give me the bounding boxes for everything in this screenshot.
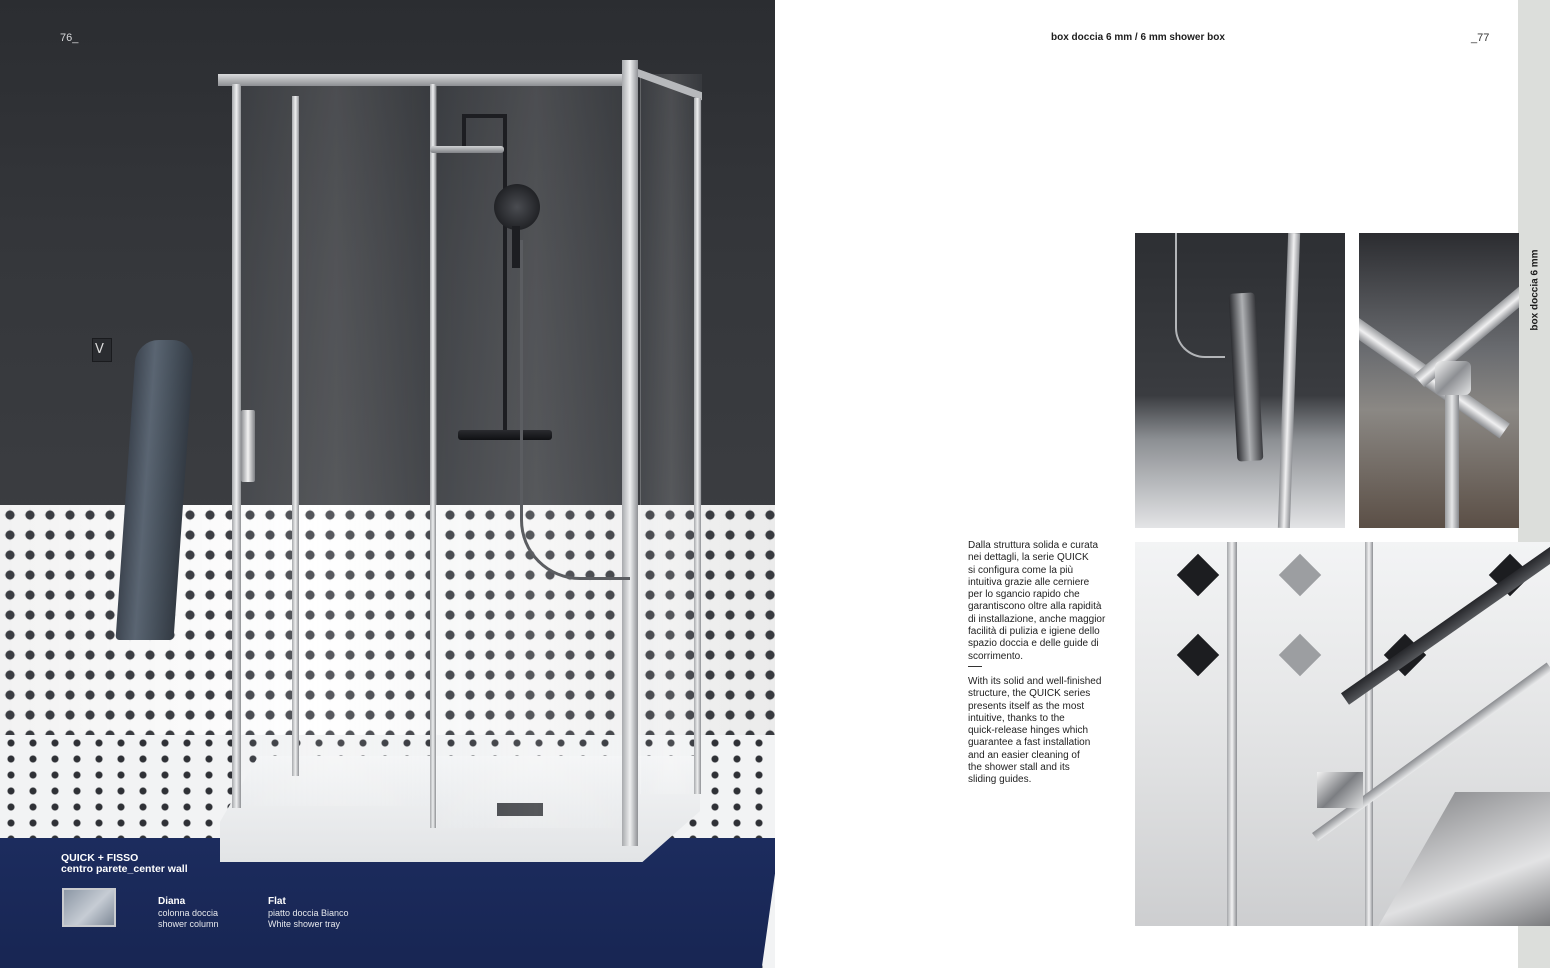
text-line: With its solid and well-finished [968, 676, 1102, 687]
guide-clip [1317, 772, 1363, 808]
frame-post-left [232, 84, 241, 808]
text-line: intuitiva grazie alle cerniere [968, 576, 1090, 588]
wall-tile [1279, 634, 1321, 676]
text-line: spazio doccia e delle guide di [968, 638, 1099, 650]
corner-post [1445, 383, 1459, 528]
detail-photo-hinge [1135, 233, 1345, 528]
text-separator [968, 666, 982, 667]
text-line: di installazione, anche maggior [968, 613, 1106, 625]
frame-post-middle [430, 84, 436, 828]
glass-edge-2 [1365, 542, 1373, 926]
shower-cable [1175, 233, 1225, 358]
door-handle [241, 410, 255, 482]
text-line: Dalla struttura solida e curata [968, 540, 1099, 551]
text-line: structure, the QUICK series [968, 688, 1091, 700]
text-line: facilità di pulizia e igiene dello [968, 626, 1100, 638]
wall-tile [1279, 554, 1321, 596]
hand-shower-handle [512, 226, 520, 268]
shower-hose [520, 240, 630, 580]
page-number-left: 76_ [60, 32, 79, 44]
hand-shower-head [494, 184, 540, 230]
glass-edge [1227, 542, 1237, 926]
frame-top-rail [218, 74, 638, 86]
column-arm [462, 114, 506, 118]
side-tab-label: box doccia 6 mm [1529, 249, 1541, 331]
detail-photo-sliding-guide [1135, 542, 1550, 926]
floor-tiles [1375, 792, 1550, 926]
text-line: guarantee a fast installation [968, 737, 1091, 749]
description-italian [968, 540, 1128, 663]
frame-post-inner [292, 96, 299, 776]
frame-rod [1278, 233, 1300, 528]
wall-tile [1177, 554, 1219, 596]
product-name-diana: Diana [158, 896, 186, 907]
caption-subtitle: centro parete_center wall [61, 863, 188, 875]
product-desc-diana-it: colonna doccia [158, 908, 219, 918]
description-english [968, 676, 1128, 787]
text-line: intuitive, thanks to the [968, 712, 1065, 724]
text-line: sliding guides. [968, 774, 1032, 786]
quick-release-hinge [1229, 292, 1264, 461]
corner-joint [1435, 361, 1471, 395]
caption-title: QUICK + FISSO [61, 852, 139, 864]
glass-panel-side [640, 74, 702, 794]
wall-tile [1177, 634, 1219, 676]
product-desc-flat-en: White shower tray [268, 919, 341, 929]
text-line: quick-release hinges which [968, 725, 1089, 737]
detail-photo-corner [1359, 233, 1519, 528]
column-pipe [503, 114, 507, 434]
glass-panel-left [236, 86, 436, 806]
text-line: garantiscono oltre alla rapidità [968, 601, 1102, 613]
product-name-flat: Flat [268, 896, 286, 907]
header-title: box doccia 6 mm / 6 mm shower box [1051, 32, 1225, 43]
text-line: the shower stall and its [968, 762, 1070, 774]
text-line: si configura come la più [968, 564, 1074, 576]
hook-logo: V [95, 342, 104, 357]
product-desc-flat-it: piatto doccia Bianco [268, 908, 349, 918]
text-line: and an easier cleaning of [968, 749, 1080, 761]
text-line: nei dettagli, la serie QUICK [968, 552, 1089, 564]
column-arm-drop [462, 114, 466, 150]
product-thumbnail [62, 888, 116, 927]
rain-shower-head [430, 146, 504, 153]
text-line: per lo sgancio rapido che [968, 589, 1080, 601]
product-desc-diana-en: shower column [158, 919, 219, 929]
text-line: presents itself as the most [968, 700, 1085, 712]
page-number-right: _77 [1471, 32, 1490, 44]
frame-post-right [694, 98, 701, 794]
text-line: scorrimento. [968, 650, 1024, 662]
